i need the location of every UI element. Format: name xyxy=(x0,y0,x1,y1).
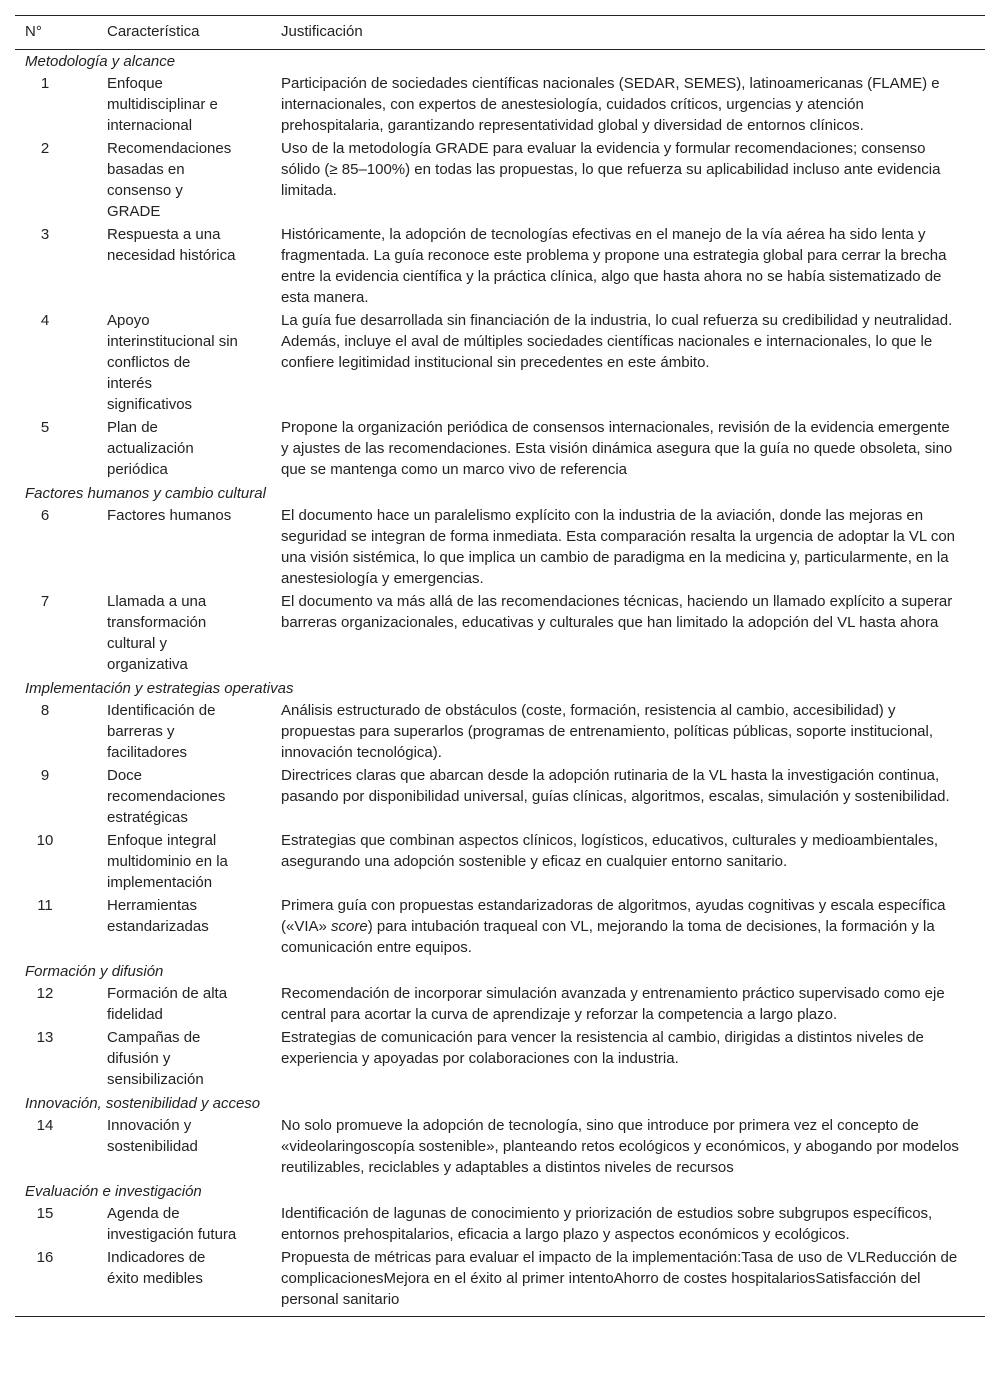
row-number: 4 xyxy=(40,312,50,329)
row-feature: Indicadores de éxito medibles xyxy=(107,1249,206,1287)
justification-text: Primera guía con propuestas estandarizadoras de algoritmos, ayudas cognitivas y escala específica («VIA» xyxy=(281,897,946,935)
row-justification: Históricamente, la adopción de tecnologías efectivas en el manejo de la vía aérea ha sido lenta y fragmentada. La guía reconoce este problema y propone una estrategia global para cerrar la brecha entre la evidencia científica y la práctica clínica, algo que hasta ahora no se había sistematizado de esta manera. xyxy=(281,226,947,306)
row-number: 1 xyxy=(40,75,50,92)
row-justification: Propone la organización periódica de consensos internacionales, revisión de la evidencia emergente y ajustes de las recomendaciones. Esta visión dinámica asegura que la guía no quede obsoleta, sino que se mantenga como un marco vivo de referencia xyxy=(281,419,953,478)
row-feature: Factores humanos xyxy=(107,507,232,524)
row-number: 3 xyxy=(40,226,50,243)
row-number: 11 xyxy=(37,897,53,914)
row-justification: El documento va más allá de las recomendaciones técnicas, haciendo un llamado explícito a superar barreras organizacionales, educativas y culturales que han limitado la adopción del VL hasta ahora xyxy=(281,593,953,631)
table-row xyxy=(15,1027,985,1092)
row-number: 10 xyxy=(36,832,54,849)
characteristics-table xyxy=(15,15,985,1317)
row-justification xyxy=(275,895,985,960)
row-feature: Doce recomendaciones estratégicas xyxy=(107,767,226,826)
table-row xyxy=(15,895,985,960)
group-heading xyxy=(15,482,985,505)
table-row xyxy=(15,310,985,417)
row-justification: La guía fue desarrollada sin financiación de la industria, lo cual refuerza su credibilidad y neutralidad. Además, incluye el aval de múltiples sociedades científicas nacionales e internacionales, lo que le confiere legitimidad institucional sin precedentes en este ámbito. xyxy=(281,312,953,371)
header-feature: Característica xyxy=(107,23,200,40)
row-number: 16 xyxy=(36,1249,54,1266)
row-justification: Uso de la metodología GRADE para evaluar la evidencia y formular recomendaciones; consenso sólido (≥ 85–100%) en todas las propuestas, lo que refuerza su aplicabilidad incluso ante evidencia limitada. xyxy=(281,140,941,199)
table-row xyxy=(15,700,985,765)
row-feature: Llamada a una transformación cultural y organizativa xyxy=(107,593,207,673)
group-heading xyxy=(15,1092,985,1115)
group-heading xyxy=(15,1180,985,1203)
row-feature: Campañas de difusión y sensibilización xyxy=(107,1029,204,1088)
group-heading xyxy=(15,50,985,74)
row-feature: Enfoque multidisciplinar e internacional xyxy=(107,75,218,134)
row-justification: Propuesta de métricas para evaluar el impacto de la implementación:Tasa de uso de VLReducción de complicacionesMejora en el éxito al primer intentoAhorro de costes hospitalariosSatisfacción del personal sanitario xyxy=(281,1249,958,1308)
row-justification: Estrategias de comunicación para vencer la resistencia al cambio, dirigidas a distintos niveles de experiencia y apoyadas por colaboraciones con la industria. xyxy=(281,1029,924,1067)
group-title: Implementación y estrategias operativas xyxy=(25,680,294,697)
row-justification: Identificación de lagunas de conocimiento y priorización de estudios sobre subgrupos específicos, entornos prehospitalarios, eficacia a largo plazo y aspectos económicos y ecológicos. xyxy=(281,1205,933,1243)
row-feature: Plan de actualización periódica xyxy=(107,419,194,478)
justification-emphasis: score xyxy=(331,918,368,935)
row-number: 14 xyxy=(36,1117,54,1134)
row-number: 5 xyxy=(40,419,50,436)
row-number: 12 xyxy=(36,985,54,1002)
row-feature: Herramientas estandarizadas xyxy=(107,897,209,935)
group-title: Evaluación e investigación xyxy=(25,1183,202,1200)
row-feature: Identificación de barreras y facilitadores xyxy=(107,702,216,761)
header-justification: Justificación xyxy=(281,23,363,40)
table-row xyxy=(15,224,985,310)
row-justification: Directrices claras que abarcan desde la adopción rutinaria de la VL hasta la investigación continua, pasando por disponibilidad universal, guías clínicas, algoritmos, escalas, simulación y sostenibilidad. xyxy=(281,767,950,805)
table-header xyxy=(15,16,985,50)
table-row xyxy=(15,73,985,138)
row-number: 2 xyxy=(40,140,50,157)
row-feature: Enfoque integral multidominio en la implementación xyxy=(107,832,228,891)
row-number: 15 xyxy=(36,1205,54,1222)
table-row xyxy=(15,830,985,895)
table-row xyxy=(15,505,985,591)
group-title: Innovación, sostenibilidad y acceso xyxy=(25,1095,261,1112)
row-justification: No solo promueve la adopción de tecnología, sino que introduce por primera vez el concepto de «videolaringoscopía sostenible», planteando retos ecológicos y económicos, y abogando por modelos reutilizables, reciclables y adaptables a distintos niveles de recursos xyxy=(281,1117,959,1176)
justification-text: ) para intubación traqueal con VL, mejorando la toma de decisiones, la formación y la comunicación entre equipos. xyxy=(281,918,935,956)
table-row xyxy=(15,1203,985,1247)
row-feature: Recomendaciones basadas en consenso y GRADE xyxy=(107,140,232,220)
table-row xyxy=(15,1247,985,1317)
group-heading xyxy=(15,677,985,700)
row-number: 8 xyxy=(40,702,50,719)
table-row xyxy=(15,417,985,482)
row-feature: Agenda de investigación futura xyxy=(107,1205,237,1243)
row-feature: Respuesta a una necesidad histórica xyxy=(107,226,236,264)
header-number: N° xyxy=(25,23,42,40)
row-justification: El documento hace un paralelismo explícito con la industria de la aviación, donde las mejoras en seguridad se integran de forma inmediata. Esta comparación resalta la urgencia de adoptar la VL con una visión sistémica, lo que implica un cambio de paradigma en la medicina y, particularmente, en la anestesiología y emergencias. xyxy=(281,507,956,587)
row-feature: Formación de alta fidelidad xyxy=(107,985,228,1023)
group-title: Metodología y alcance xyxy=(25,53,176,70)
group-heading xyxy=(15,960,985,983)
table-row xyxy=(15,138,985,224)
row-justification: Recomendación de incorporar simulación avanzada y entrenamiento práctico supervisado como eje central para acortar la curva de aprendizaje y reforzar la competencia a largo plazo. xyxy=(281,985,945,1023)
table-row xyxy=(15,983,985,1027)
table-body xyxy=(15,50,985,1317)
row-justification: Estrategias que combinan aspectos clínicos, logísticos, educativos, culturales y medioambientales, asegurando una adopción sostenible y eficaz en cualquier entorno sanitario. xyxy=(281,832,939,870)
row-feature: Innovación y sostenibilidad xyxy=(107,1117,198,1155)
table-row xyxy=(15,765,985,830)
row-number: 9 xyxy=(40,767,50,784)
group-title: Formación y difusión xyxy=(25,963,164,980)
row-justification: Participación de sociedades científicas nacionales (SEDAR, SEMES), latinoamericanas (FLAME) e internacionales, con expertos de anestesiología, cuidados críticos, urgencias y atención prehospitalaria, garantizando representatividad global y diversidad de entornos clínicos. xyxy=(281,75,940,134)
table-row xyxy=(15,591,985,677)
group-title: Factores humanos y cambio cultural xyxy=(25,485,266,502)
row-number: 13 xyxy=(36,1029,54,1046)
row-number: 6 xyxy=(40,507,50,524)
row-justification: Análisis estructurado de obstáculos (coste, formación, resistencia al cambio, accesibilidad) y propuestas para superarlos (programas de entrenamiento, políticas públicas, soporte institucional, innovación tecnológica). xyxy=(281,702,934,761)
row-feature: Apoyo interinstitucional sin conflictos de interés significativos xyxy=(107,312,238,413)
table-row xyxy=(15,1115,985,1180)
row-number: 7 xyxy=(40,593,50,610)
